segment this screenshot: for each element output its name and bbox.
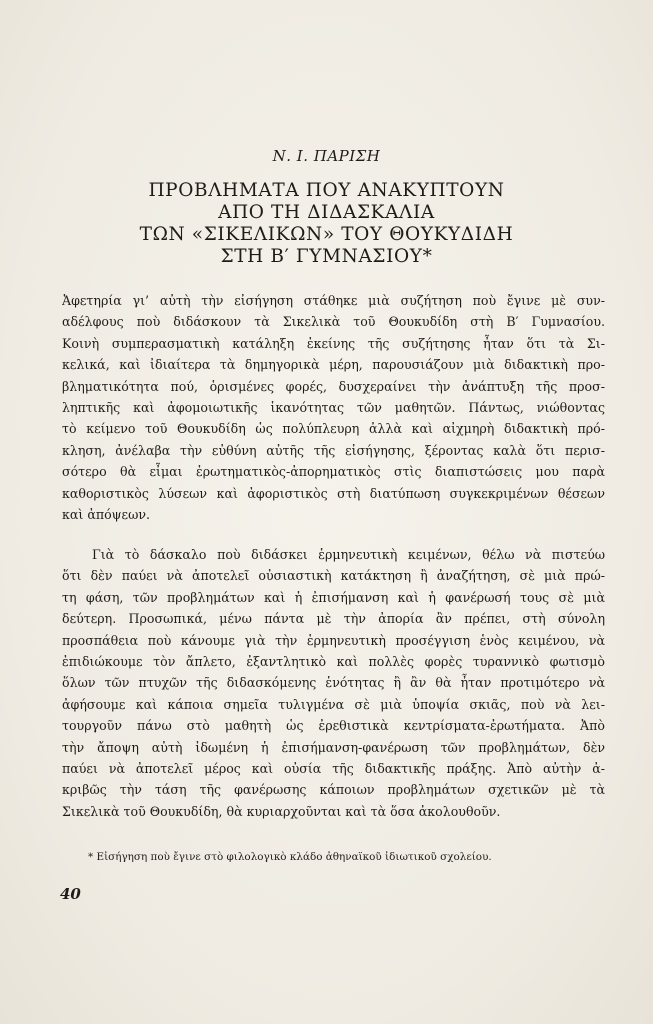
text-line: βληματικότητα πού, ὁρισμένες φορές, δυσχεραίνει τὴν ἀνάπτυξη τῆς προσ-	[62, 378, 605, 394]
paragraph-1	[62, 290, 605, 525]
text-line: κριβῶς τὴν τάση τῆς φανέρωσης κάποιων προβλημάτων σχετικῶν μὲ τὰ	[62, 782, 605, 798]
text-line: καὶ ἀπόψεων.	[62, 507, 151, 523]
text-line: Γιὰ τὸ δάσκαλο ποὺ διδάσκει ἑρμηνευτικὴ κειμένων, θέλω νὰ πιστεύω	[92, 547, 605, 562]
title-line: ΣΤΗ Β′ ΓΥΜΝΑΣΙΟΥ*	[220, 246, 433, 267]
paragraph-2	[62, 544, 605, 822]
text-line: Ἀφετηρία γι’ αὐτὴ τὴν εἰσήγηση στάθηκε μιὰ συζήτηση ποὺ ἔγινε μὲ συν-	[62, 293, 605, 308]
footnote: * Εἰσήγηση ποὺ ἔγινε στὸ φιλολογικὸ κλάδο ἀθηναϊκοῦ ἰδιωτικοῦ σχολείου.	[88, 851, 492, 863]
text-line: σότερο θὰ εἶμαι ἐρωτηματικὸς-ἀπορηματικὸς στὶς διαπιστώσεις μου παρὰ	[62, 464, 605, 480]
text-line: κληση, ἀνέλαβα τὴν εὐθύνη αὐτῆς τῆς εἰσήγησης, ξέροντας καλὰ ὅτι περισ-	[62, 442, 605, 458]
text-line: παύει νὰ ἀποτελεῖ μέρος καὶ οὐσία τῆς διδακτικῆς πράξης. Ἀπὸ αὐτὴν ἀ-	[62, 761, 605, 777]
text-line: τη φάση, τῶν προβλημάτων καὶ ἡ ἐπισήμανση καὶ ἡ φανέρωσή τους σὲ μιὰ	[62, 589, 605, 605]
text-line: ληπτικῆς καὶ ἀφομοιωτικῆς ἱκανότητας τῶν μαθητῶν. Πάντως, νιώθοντας	[62, 400, 605, 416]
title-line: ΠΡΟΒΛΗΜΑΤΑ ΠΟΥ ΑΝΑΚΥΠΤΟΥΝ	[148, 180, 505, 201]
article-title	[80, 180, 573, 268]
text-line: τουργοῦν πάνω στὸ μαθητὴ ὡς ἐρεθιστικὰ κεντρίσματα-ἐρωτήματα. Ἀπὸ	[62, 718, 605, 734]
text-line: ἐπιδιώκουμε τὸν ἄπλετο, ἐξαντλητικὸ καὶ πολλὲς φορὲς τυραννικὸ φωτισμὸ	[62, 654, 605, 670]
text-line: κελικά, καὶ ἰδιαίτερα τὰ δημηγορικὰ μέρη, παρουσιάζουν μιὰ διδακτικὴ προ-	[62, 357, 605, 373]
author-name: Ν. Ι. ΠΑΡΙΣΗ	[272, 147, 381, 165]
text-line: ἀφήσουμε καὶ κάποια σημεῖα τυλιγμένα σὲ μιὰ ὑποψία σκιᾶς, ποὺ νὰ λει-	[62, 696, 605, 712]
text-line: δεύτερη. Προσωπικά, μένω πάντα μὲ τὴν ἀπορία ἂν πρέπει, στὴ σύνολη	[62, 611, 605, 627]
text-line: Κοινὴ συμπερασματικὴ κατάληξη ἐκείνης τῆς συζήτησης ἦταν ὅτι τὰ Σι-	[62, 335, 605, 351]
text-line: καθοριστικὸς λύσεων καὶ ἀφοριστικὸς στὴ διατύπωση συγκεκριμένων θέσεων	[62, 485, 605, 501]
title-line: ΤΩΝ «ΣΙΚΕΛΙΚΩΝ» ΤΟΥ ΘΟΥΚΥΔΙΔΗ	[139, 224, 514, 245]
text-line: προσπάθεια ποὺ κάνουμε γιὰ τὴν ἑρμηνευτικὴ προσέγγιση ἑνὸς κειμένου, νὰ	[62, 632, 605, 648]
title-line: ΑΠΟ ΤΗ ΔΙΔΑΣΚΑΛΙΑ	[218, 202, 435, 223]
text-line: Σικελικὰ τοῦ Θουκυδίδη, θὰ κυριαρχοῦνται καὶ τὰ ὅσα ἀκολουθοῦν.	[62, 803, 501, 819]
text-line: ὅτι δὲν παύει νὰ ἀποτελεῖ οὐσιαστικὴ κατάκτηση ἢ ἀναζήτηση, σὲ μιὰ πρώ-	[62, 568, 605, 584]
text-line: τὴν ἄποψη αὐτὴ ἰδωμένη ἡ ἐπισήμανση-φανέρωση τῶν προβλημάτων, δὲν	[62, 739, 605, 755]
text-line: αδέλφους ποὺ διδάσκουν τὰ Σικελικὰ τοῦ Θουκυδίδη στὴ Β′ Γυμνασίου.	[62, 314, 605, 330]
text-line: τὸ κείμενο τοῦ Θουκυδίδη ὡς πολύπλευρη ἀλλὰ καὶ αἰχμηρὴ διδακτικὴ πρό-	[62, 421, 605, 437]
page-number: 40	[60, 885, 81, 903]
text-line: ὅλων τῶν πτυχῶν τῆς διδασκόμενης ἑνότητας ἢ ἂν θὰ ἦταν προτιμότερο νὰ	[62, 675, 605, 691]
